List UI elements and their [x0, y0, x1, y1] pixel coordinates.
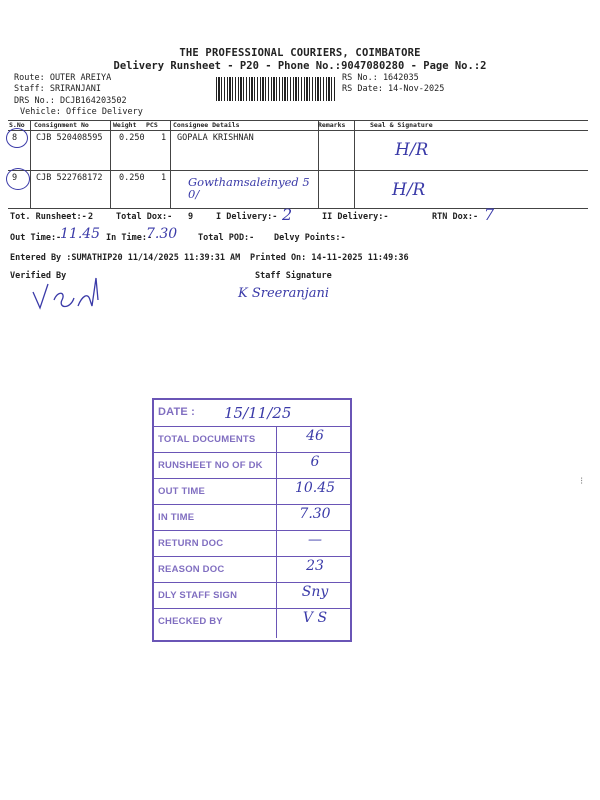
route-label: Route: OUTER AREIYA [14, 73, 112, 83]
col-header-seal: Seal & Signature [370, 121, 433, 129]
staff-signature-label: Staff Signature [255, 271, 332, 281]
runsheet-subtitle: Delivery Runsheet - P20 - Phone No.:9047080280 - Page No.:2 [113, 60, 487, 72]
entered-by-text: Entered By :SUMATHIP20 11/14/2025 11:39:31 AM [10, 253, 241, 263]
col-header-pcs: PCS [146, 121, 158, 129]
row-pcs: 1 [161, 173, 167, 183]
row-consignment: CJB 522768172 [36, 173, 103, 183]
company-title: THE PROFESSIONAL COURIERS, COIMBATORE [179, 47, 421, 59]
out-time-value: 11.45 [60, 226, 101, 242]
row-pcs: 1 [161, 133, 167, 143]
tot-runsheet-label: Tot. Runsheet:- [10, 212, 87, 222]
in-time-label: In Time:- [106, 233, 153, 243]
i-delivery-label: I Delivery:- [216, 212, 278, 222]
stamp-row-value: Sny [301, 584, 329, 600]
stamp-row-label: TOTAL DOCUMENTS [158, 434, 256, 445]
stamp-row-value: 10.45 [294, 480, 336, 496]
stamp-row-label: IN TIME [158, 512, 195, 523]
rs-no-label: RS No.: 1642035 [342, 73, 419, 83]
row-signature: H/R [395, 140, 429, 160]
stamp-row-label: CHECKED BY [158, 616, 223, 627]
col-header-remarks: Remarks [318, 121, 346, 129]
in-time-value: 7.30 [146, 226, 178, 242]
stamp-row-label: RETURN DOC [158, 538, 224, 549]
row-consignment: CJB 520408595 [36, 133, 103, 143]
col-header-consignment: Consignment No [34, 121, 89, 129]
delvy-points-label: Delvy Points:- [274, 233, 346, 243]
scan-artifact: ⁝ [580, 476, 584, 487]
office-stamp [152, 398, 352, 642]
col-header-weight: Weight [113, 121, 137, 129]
printed-on-text: Printed On: 14-11-2025 11:49:36 [250, 253, 409, 263]
stamp-row-label: REASON DOC [158, 564, 225, 575]
stamp-row-label: DLY STAFF SIGN [158, 590, 238, 601]
total-dox-label: Total Dox:- [116, 212, 173, 222]
i-delivery-value: 2 [282, 205, 293, 224]
verified-signature-image [30, 270, 110, 314]
row-signature: H/R [392, 180, 426, 200]
drs-no-label: DRS No.: DCJB164203502 [14, 96, 127, 106]
stamp-row-value: 46 [306, 428, 324, 444]
out-time-label: Out Time:- [10, 233, 62, 243]
barcode-image [216, 77, 336, 101]
stamp-row-value: V S [302, 610, 328, 626]
col-header-sno: S.No [9, 121, 25, 129]
total-pod-label: Total POD:- [198, 233, 255, 243]
stamp-date-value: 15/11/25 [224, 404, 292, 422]
staff-label: Staff: SRIRANJANI [14, 84, 101, 94]
staff-signature-handwritten: K Sreeranjani [238, 286, 329, 301]
row-sno: 8 [12, 133, 18, 143]
stamp-date-label: DATE : [158, 406, 196, 418]
stamp-row-label: OUT TIME [158, 486, 205, 497]
stamp-row-label: RUNSHEET NO OF DK [158, 460, 263, 471]
rtn-dox-label: RTN Dox:- [432, 212, 479, 222]
row-weight: 0.250 [119, 173, 145, 183]
col-header-consignee: Consignee Details [173, 121, 240, 129]
row-circle-mark [6, 168, 30, 190]
row-consignee-handwritten: Gowthamsaleinyed 50/ [188, 175, 310, 201]
stamp-row-value: 7.30 [299, 506, 331, 522]
ii-delivery-label: II Delivery:- [322, 212, 389, 222]
row-sno: 9 [12, 173, 18, 183]
vehicle-label: Vehicle: Office Delivery [20, 107, 143, 117]
stamp-row-value: — [308, 532, 322, 548]
stamp-row-value: 23 [306, 558, 324, 574]
total-dox-value: 9 [188, 212, 194, 222]
verified-by-label: Verified By [10, 271, 67, 281]
rs-date-label: RS Date: 14-Nov-2025 [342, 84, 445, 94]
tot-runsheet-value: 2 [88, 212, 94, 222]
stamp-row-value: 6 [310, 454, 320, 470]
rtn-dox-value: 7 [484, 205, 495, 224]
row-weight: 0.250 [119, 133, 145, 143]
row-consignee: GOPALA KRISHNAN [177, 133, 254, 143]
